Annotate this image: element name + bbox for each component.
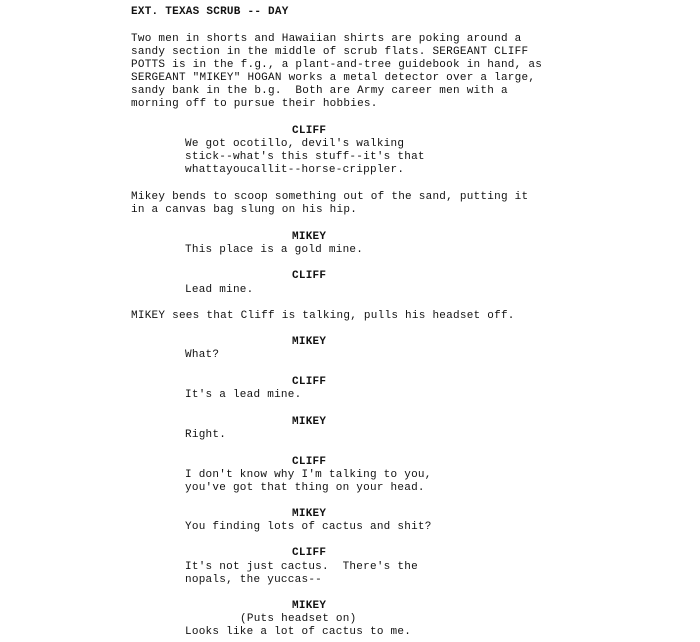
dialogue-line: It's a lead mine. [185,389,302,401]
action-line: sandy section in the middle of scrub flats. SERGEANT CLIFF [131,46,529,58]
action-line: Mikey bends to scoop something out of the sand, putting it [131,191,529,203]
scene-heading: EXT. TEXAS SCRUB -- DAY [131,6,289,18]
character-cue: CLIFF [292,125,327,137]
character-cue: MIKEY [292,416,327,428]
action-line: POTTS is in the f.g., a plant-and-tree guidebook in hand, as [131,59,543,71]
character-cue: CLIFF [292,547,327,559]
dialogue-line: you've got that thing on your head. [185,482,425,494]
dialogue-line: Looks like a lot of cactus to me. [185,626,412,638]
dialogue-line: This place is a gold mine. [185,244,364,256]
action-line: morning off to pursue their hobbies. [131,98,378,110]
parenthetical: (Puts headset on) [240,613,357,625]
dialogue-line: stick--what's this stuff--it's that [185,151,425,163]
action-line: sandy bank in the b.g. Both are Army career men with a [131,85,508,97]
dialogue-line: It's not just cactus. There's the [185,561,418,573]
dialogue-line: I don't know why I'm talking to you, [185,469,432,481]
character-cue: MIKEY [292,231,327,243]
dialogue-line: Right. [185,429,227,441]
character-cue: MIKEY [292,508,327,520]
dialogue-line: nopals, the yuccas-- [185,574,323,586]
character-cue: CLIFF [292,376,327,388]
dialogue-line: What? [185,349,220,361]
character-cue: MIKEY [292,336,327,348]
character-cue: CLIFF [292,270,327,282]
dialogue-line: You finding lots of cactus and shit? [185,521,432,533]
action-line: SERGEANT "MIKEY" HOGAN works a metal detector over a large, [131,72,536,84]
dialogue-line: We got ocotillo, devil's walking [185,138,405,150]
character-cue: CLIFF [292,456,327,468]
character-cue: MIKEY [292,600,327,612]
dialogue-line: Lead mine. [185,284,254,296]
action-line: MIKEY sees that Cliff is talking, pulls his headset off. [131,310,515,322]
dialogue-line: whattayoucallit--horse-crippler. [185,164,405,176]
action-line: Two men in shorts and Hawaiian shirts are poking around a [131,33,522,45]
action-line: in a canvas bag slung on his hip. [131,204,358,216]
